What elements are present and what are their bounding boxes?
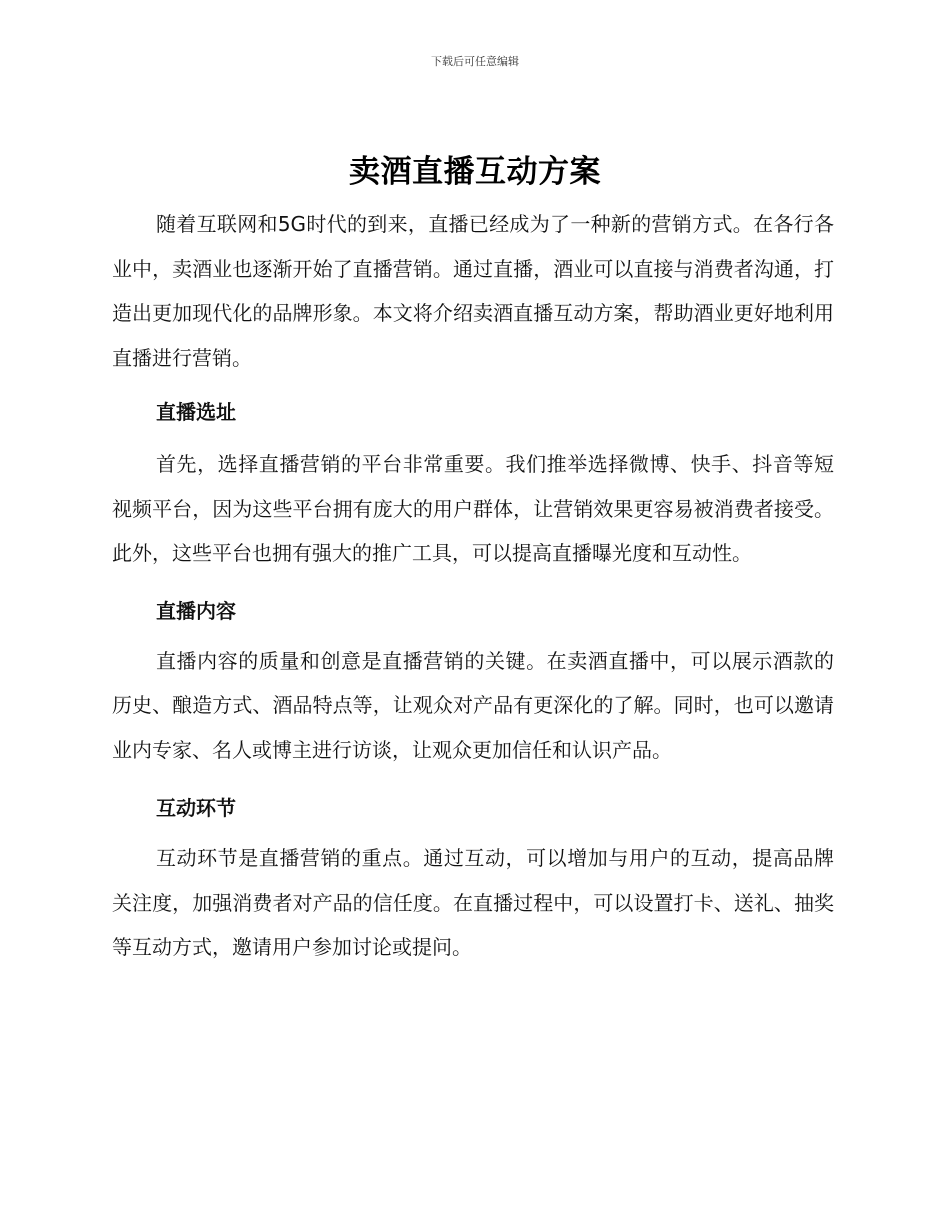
- header-note: 下载后可任意编辑: [431, 55, 519, 68]
- document-title: 卖酒直播互动方案: [349, 154, 601, 190]
- section-heading-content: 直播内容: [156, 598, 236, 623]
- section-body-interaction: 互动环节是直播营销的重点。通过互动，可以增加与用户的互动，提高品牌关注度，加强消费者对产品的信任度。在直播过程中，可以设置打卡、送礼、抽奖等互动方式，邀请用户参加讨论或提问。: [112, 846, 834, 959]
- document-body: [112, 202, 834, 970]
- section-body-content: 直播内容的质量和创意是直播营销的关键。在卖酒直播中，可以展示酒款的历史、酿造方式、酒品特点等，让观众对产品有更深化的了解。同时，也可以邀请业内专家、名人或博主进行访谈，让观众更加信任和认识产品。: [112, 648, 834, 762]
- intro-paragraph: 随着互联网和5G时代的到来，直播已经成为了一种新的营销方式。在各行各业中，卖酒业也逐渐开始了直播营销。通过直播，酒业可以直接与消费者沟通，打造出更加现代化的品牌形象。本文将介绍卖酒直播互动方案，帮助酒业更好地利用直播进行营销。: [112, 212, 834, 370]
- section-body-venue: 首先，选择直播营销的平台非常重要。我们推举选择微博、快手、抖音等短视频平台，因为这些平台拥有庞大的用户群体，让营销效果更容易被消费者接受。此外，这些平台也拥有强大的推广工具，可以提高直播曝光度和互动性。: [112, 452, 834, 565]
- section-heading-interaction: 互动环节: [156, 796, 236, 820]
- section-heading-venue: 直播选址: [156, 400, 236, 424]
